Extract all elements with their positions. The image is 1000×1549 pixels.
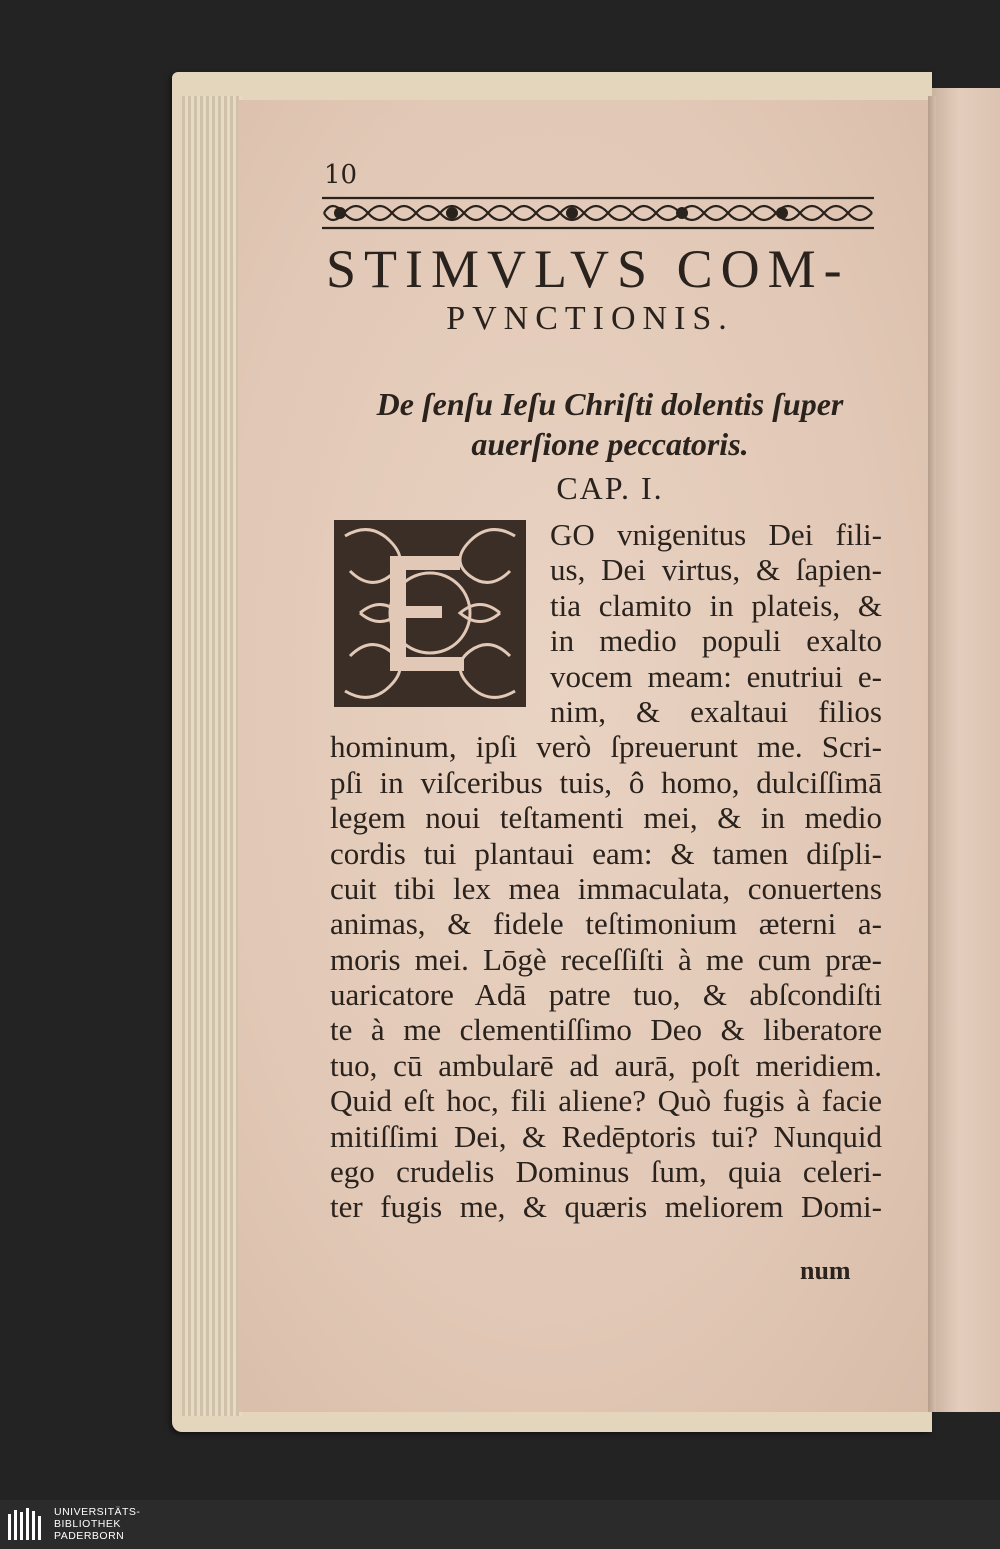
ornament-border <box>322 195 874 231</box>
page-number: 10 <box>324 160 358 190</box>
library-logo-icon <box>6 1508 46 1542</box>
text-line: vocem meam: enutriui e- <box>550 658 882 694</box>
text-line: legem noui teſtamenti mei, & in medio <box>330 800 882 836</box>
text-line: te à me clementiſſimo Deo & liberatore <box>330 1012 882 1048</box>
text-line: mitiſſimi Dei, & Redēptoris tui? Nunquid <box>330 1118 882 1154</box>
text-line: pſi in viſceribus tuis, ô homo, dulciſſimā <box>330 764 882 800</box>
text-line: ego crudelis Dominus ſum, quia celeri- <box>330 1154 882 1190</box>
chapter-title-line1: STIMVLVS COM- <box>326 239 850 299</box>
body-text <box>330 517 882 1225</box>
text-line: us, Dei virtus, & ſapien- <box>550 552 882 588</box>
catchword: num <box>800 1256 851 1285</box>
subtitle-line2: auerſione peccatoris. <box>471 426 749 462</box>
page-edges <box>182 96 242 1416</box>
library-name-line3: PADERBORN <box>54 1530 125 1542</box>
text-line: moris mei. Lōgè receſſiſti à me cum præ- <box>330 941 882 977</box>
facing-page <box>932 88 1000 1412</box>
subtitle-line1: De ſenſu Ieſu Chriſti dolentis ſuper <box>376 386 844 422</box>
text-line: Quid eſt hoc, fili aliene? Quò fugis à facie <box>330 1083 882 1119</box>
library-name <box>54 1506 140 1542</box>
text-line: uaricatore Adā patre tuo, & abſcondiſti <box>330 977 882 1013</box>
text-line: nim, & exaltaui filios <box>550 693 882 729</box>
chapter-heading: CAP. I. <box>556 470 664 506</box>
chapter-title-line2: PVNCTIONIS. <box>446 300 734 337</box>
chapter-subtitle <box>330 384 890 464</box>
text-line: cordis tui plantaui eam: & tamen diſpli- <box>330 835 882 871</box>
text-line: in medio populi exalto <box>550 623 882 659</box>
text-line: tuo, cū ambularē ad aurā, poſt meridiem. <box>330 1047 882 1083</box>
library-footer <box>0 1500 1000 1549</box>
library-name-line2: BIBLIOTHEK <box>54 1518 121 1530</box>
text-line: hominum, ipſi verò ſpreuerunt me. Scri- <box>330 729 882 765</box>
text-line: GO vnigenitus Dei fili- <box>550 517 882 552</box>
text-line: tia clamito in plateis, & <box>550 587 882 623</box>
page-gutter <box>928 96 936 1412</box>
text-line: cuit tibi lex mea immaculata, conuertens <box>330 870 882 906</box>
text-line: ter fugis me, & quæris meliorem Domi- <box>330 1189 882 1225</box>
library-name-line1: UNIVERSITÄTS- <box>54 1506 141 1518</box>
text-line: animas, & fidele teſtimonium æterni a- <box>330 906 882 942</box>
